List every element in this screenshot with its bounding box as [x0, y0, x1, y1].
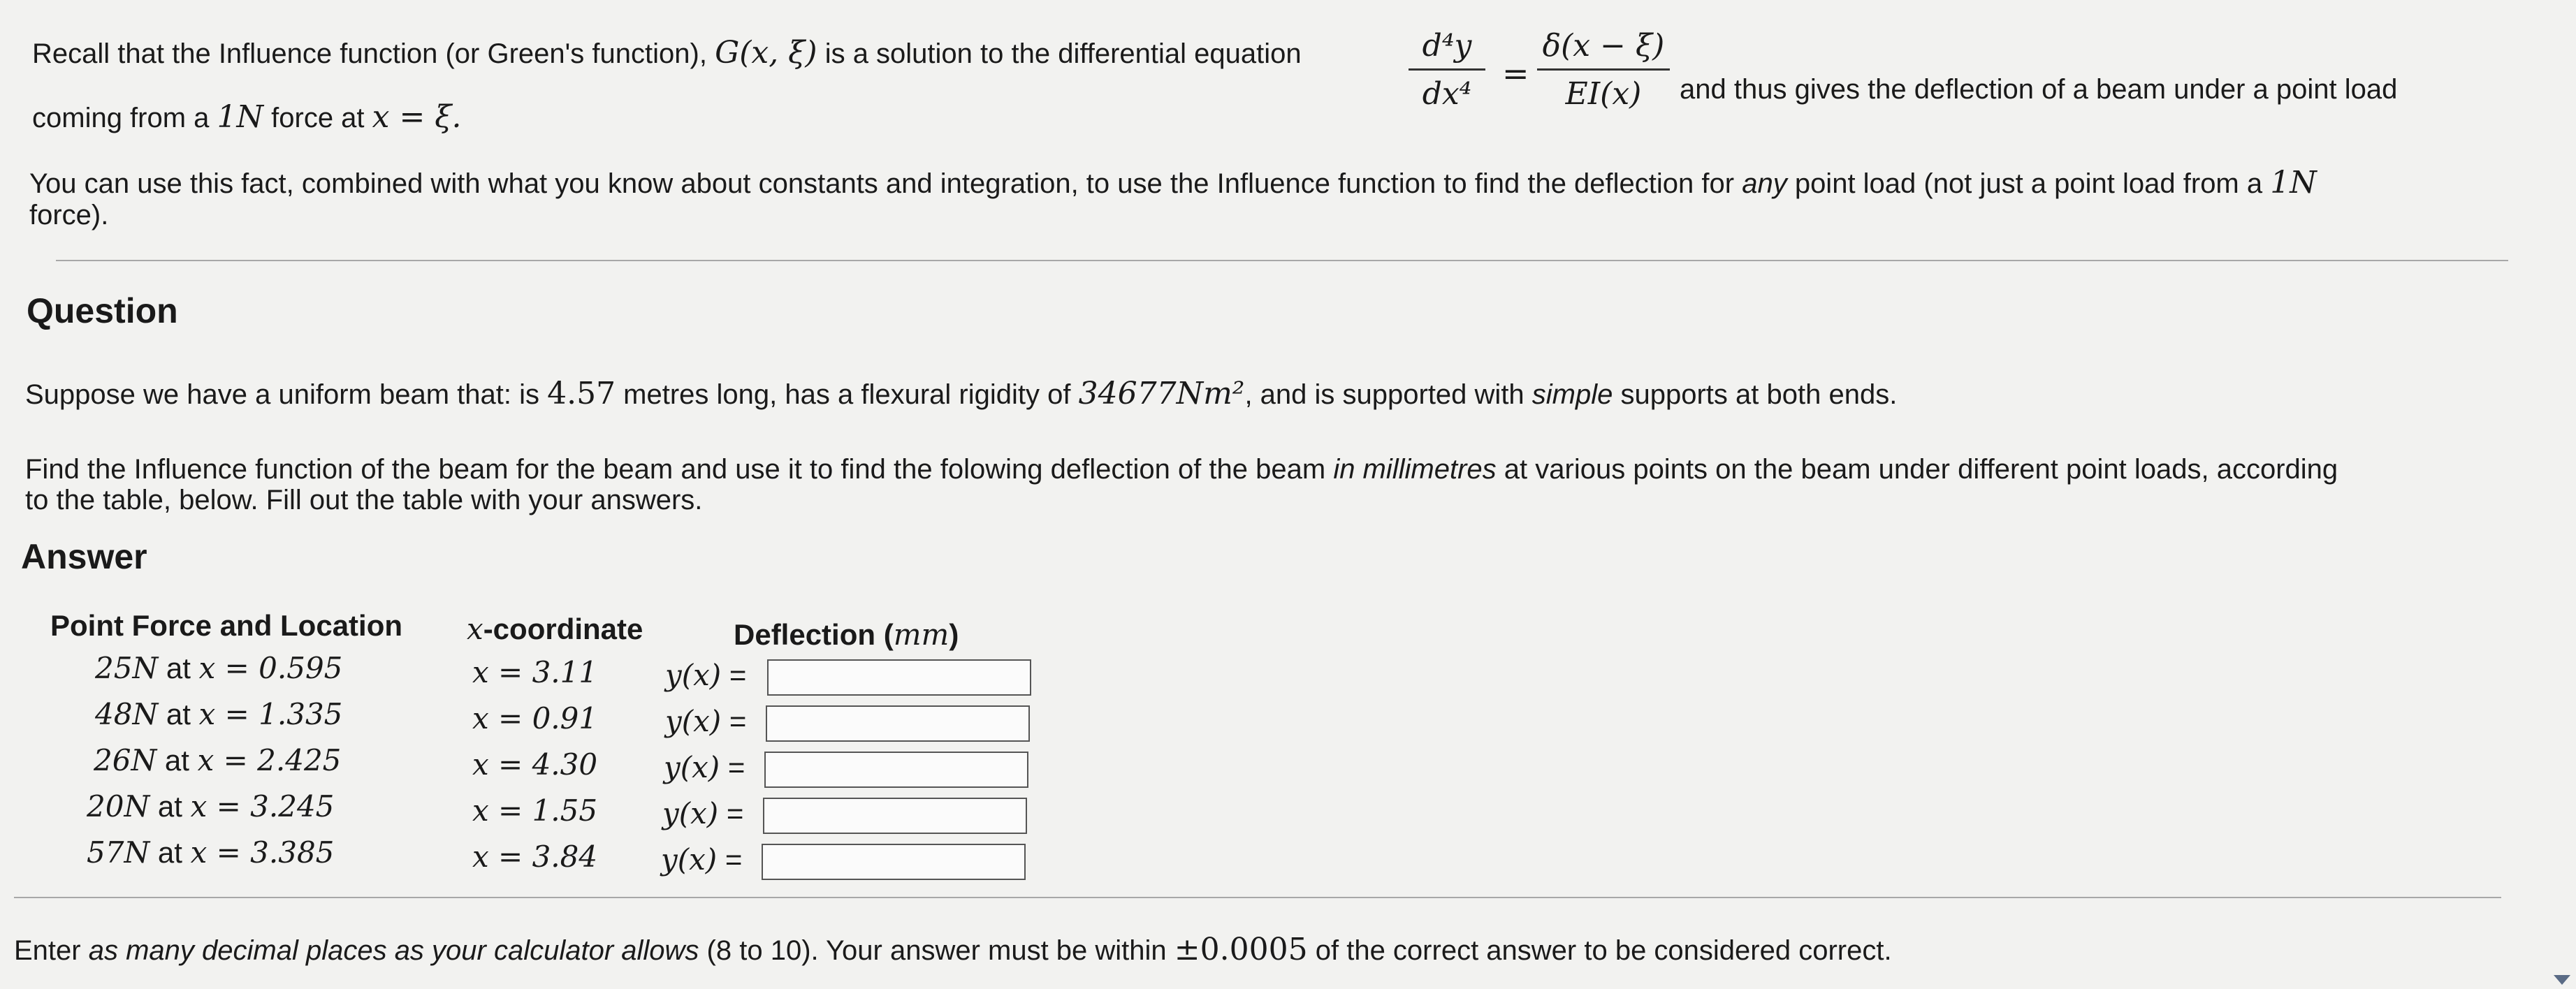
- greens-function-symbol: G(x, ξ): [715, 35, 817, 71]
- y-of-x: y(x): [665, 658, 722, 692]
- question-heading: Question: [27, 291, 178, 330]
- equals-sign: =: [721, 659, 747, 691]
- force-value: 26N: [94, 743, 157, 777]
- q1-text-c: , and is supported with: [1244, 379, 1532, 410]
- eq-lhs-numerator: d⁴y: [1422, 28, 1472, 64]
- table-row-yx: [665, 704, 746, 738]
- q2-text-a: Find the Influence function of the beam for the beam and use it to find the folowing deflection of the beam: [25, 454, 1334, 485]
- deflection-input-2[interactable]: [766, 705, 1030, 742]
- force-location: x = 2.425: [197, 743, 342, 777]
- q2-text-b: at various points on the beam under different point loads, according: [1496, 454, 2338, 485]
- scroll-down-icon[interactable]: [2554, 975, 2570, 985]
- at-word: at: [150, 836, 191, 869]
- at-word: at: [158, 698, 199, 731]
- unit-force: 1N: [217, 99, 264, 135]
- beam-length: 4.57: [547, 376, 616, 411]
- intro-para-2-line-1: [29, 165, 2317, 202]
- table-row-force: [87, 835, 334, 870]
- at-word: at: [157, 744, 198, 777]
- col-def-close: ): [949, 618, 959, 651]
- answer-heading: Answer: [21, 537, 147, 576]
- deflection-input-3[interactable]: [764, 752, 1028, 788]
- intro-text-a: Recall that the Influence function (or Green's function),: [32, 38, 715, 69]
- table-row-force: [95, 697, 342, 731]
- eq-equals: =: [1502, 54, 1529, 92]
- force-location: x = 0.595: [198, 651, 343, 685]
- col-header-deflection: [734, 617, 959, 652]
- force-value: 20N: [87, 789, 150, 823]
- footer-instructions: [14, 932, 1892, 969]
- table-row-yx: [662, 796, 743, 830]
- table-row-xcoord: x = 0.91: [472, 701, 598, 735]
- question-para-2-line-2: to the table, below. Fill out the table with your answers.: [25, 485, 703, 515]
- col-x-symbol: x: [467, 612, 483, 646]
- para2-any: any: [1742, 168, 1787, 199]
- q1-text-b: metres long, has a flexural rigidity of: [616, 379, 1079, 410]
- question-para-1: [25, 376, 1897, 413]
- col-header-xcoord: [467, 612, 643, 646]
- table-row-yx: [665, 658, 746, 692]
- force-value: 57N: [87, 835, 150, 870]
- y-of-x: y(x): [661, 842, 718, 877]
- equals-sign: =: [718, 797, 744, 830]
- intro-text-b: is a solution to the differential equation: [817, 38, 1302, 69]
- para2-text-a: You can use this fact, combined with what you know about constants and integration, to use the Influence function to find the deflection for: [29, 168, 1742, 199]
- deflection-input-4[interactable]: [763, 798, 1027, 834]
- footer-text-a: Enter: [14, 935, 89, 966]
- equals-sign: =: [721, 705, 747, 738]
- x-equals-xi: x = ξ.: [372, 99, 462, 135]
- fraction-bar: [1537, 68, 1670, 71]
- flexural-rigidity: 34677Nm²: [1078, 376, 1245, 411]
- intro-para-2-line-2: force).: [29, 200, 109, 230]
- para2-text-b: point load (not just a point load from a: [1787, 168, 2271, 199]
- deflection-input-5[interactable]: [762, 844, 1026, 880]
- divider-2: [14, 897, 2501, 898]
- footer-text-d: of the correct answer to be considered correct.: [1307, 935, 1892, 966]
- col-x-suffix: -coordinate: [483, 613, 643, 645]
- table-row-xcoord: x = 1.55: [472, 793, 598, 828]
- intro-line-1: [32, 35, 1302, 72]
- y-of-x: y(x): [664, 750, 720, 784]
- fraction-bar: [1409, 68, 1485, 71]
- footer-text-c: (8 to 10). Your answer must be within: [699, 935, 1174, 966]
- col-def-unit: mm: [893, 617, 949, 652]
- table-row-yx: [664, 750, 745, 784]
- table-row-force: [94, 743, 341, 777]
- col-def-label: Deflection (: [734, 618, 894, 651]
- divider-1: [56, 260, 2508, 261]
- para2-unit-force: 1N: [2270, 165, 2317, 200]
- intro-text-c: and thus gives the deflection of a beam under a point load: [1680, 74, 2398, 105]
- eq-rhs-fraction: [1537, 27, 1670, 114]
- at-word: at: [150, 790, 191, 823]
- force-location: x = 3.245: [190, 789, 335, 823]
- equals-sign: =: [720, 751, 745, 784]
- force-location: x = 3.385: [190, 835, 335, 870]
- at-word: at: [158, 652, 199, 684]
- q1-simple: simple: [1531, 379, 1613, 410]
- intro-text-e: force at: [263, 103, 372, 133]
- y-of-x: y(x): [662, 796, 719, 830]
- force-location: x = 1.335: [198, 697, 343, 731]
- y-of-x: y(x): [665, 704, 722, 738]
- eq-rhs-numerator: δ(x − ξ): [1542, 28, 1665, 64]
- eq-lhs-denominator: dx⁴: [1422, 76, 1472, 112]
- tolerance-value: ±0.0005: [1174, 932, 1308, 967]
- table-row-force: [87, 789, 334, 823]
- table-row-xcoord: x = 3.11: [472, 655, 598, 689]
- force-value: 25N: [95, 651, 159, 685]
- col-header-force: Point Force and Location: [50, 609, 403, 642]
- table-row-yx: [661, 842, 742, 877]
- intro-line-2: [32, 99, 462, 136]
- intro-text-d: coming from a: [32, 103, 217, 133]
- table-row-xcoord: x = 3.84: [472, 840, 598, 874]
- equals-sign: =: [717, 843, 743, 876]
- q2-in-millimetres: in millimetres: [1333, 454, 1497, 485]
- force-value: 48N: [95, 697, 159, 731]
- footer-emphasis: as many decimal places as your calculator allows: [88, 935, 699, 966]
- eq-rhs-denominator: EI(x): [1565, 76, 1642, 112]
- table-row-xcoord: x = 4.30: [472, 747, 598, 782]
- eq-lhs-fraction: [1409, 27, 1485, 114]
- deflection-input-1[interactable]: [767, 659, 1031, 696]
- q1-text-a: Suppose we have a uniform beam that: is: [25, 379, 548, 410]
- table-row-force: [95, 651, 342, 685]
- q1-text-d: supports at both ends.: [1613, 379, 1898, 410]
